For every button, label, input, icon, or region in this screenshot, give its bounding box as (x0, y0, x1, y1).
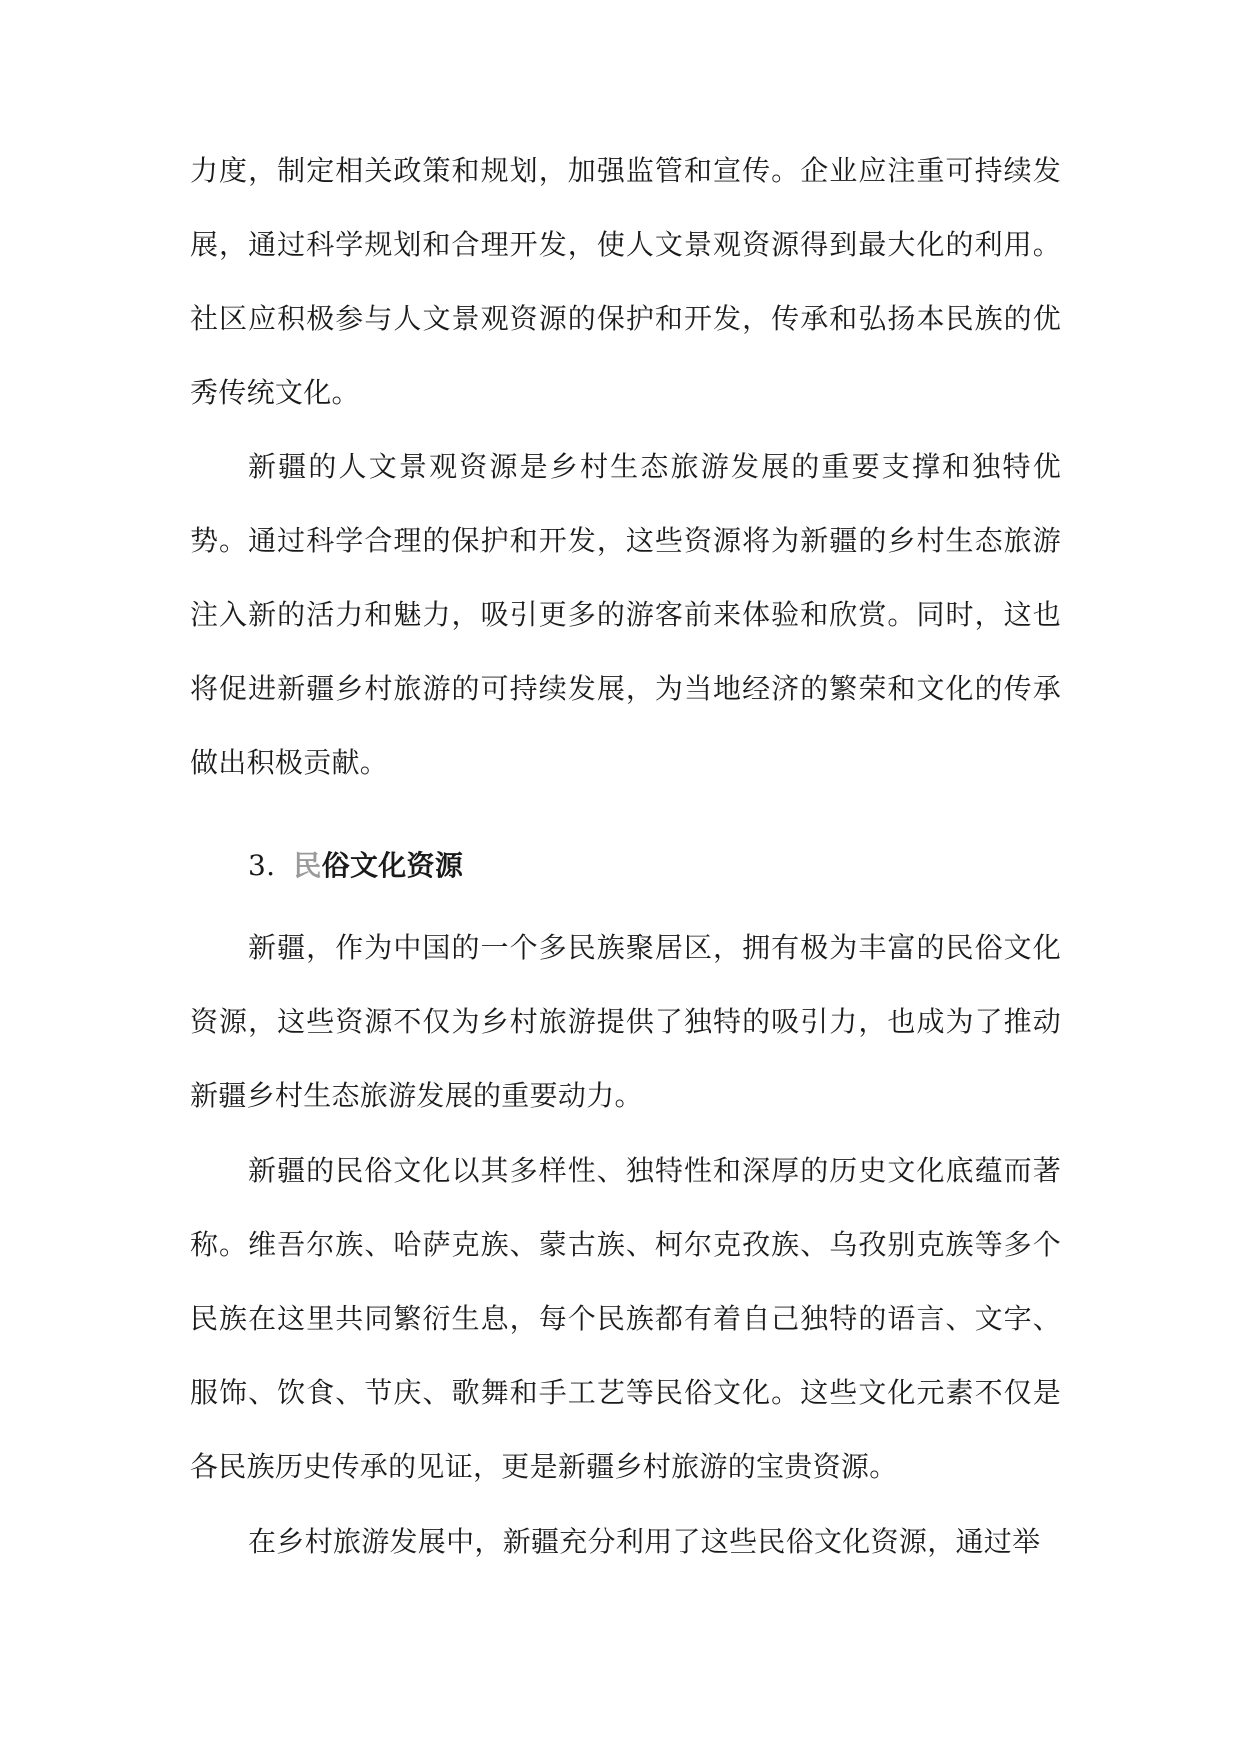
section-title-rest: 俗文化资源 (321, 849, 464, 882)
section-title-first-char: 民 (293, 849, 322, 882)
section-heading (248, 846, 463, 886)
paragraph-continued: 力度，制定相关政策和规划，加强监管和宣传。企业应注重可持续发展，通过科学规划和合理开发，使人文景观资源得到最大化的利用。社区应积极参与人文景观资源的保护和开发，传承和弘扬本民族的优秀传统文化。 (190, 154, 1061, 409)
paragraph-folk-intro: 新疆，作为中国的一个多民族聚居区，拥有极为丰富的民俗文化资源，这些资源不仅为乡村旅游提供了独特的吸引力，也成为了推动新疆乡村生态旅游发展的重要动力。 (190, 931, 1061, 1112)
paragraph-folk-usage: 在乡村旅游发展中，新疆充分利用了这些民俗文化资源，通过举 (248, 1525, 1041, 1558)
section-number: 3. (248, 849, 276, 882)
paragraph-folk-diversity: 新疆的民俗文化以其多样性、独特性和深厚的历史文化底蕴而著称。维吾尔族、哈萨克族、蒙古族、柯尔克孜族、乌孜别克族等多个民族在这里共同繁衍生息，每个民族都有着自己独特的语言、文字、服饰、饮食、节庆、歌舞和手工艺等民俗文化。这些文化元素不仅是各民族历史传承的见证，更是新疆乡村旅游的宝贵资源。 (190, 1154, 1061, 1483)
paragraph-humanities-summary: 新疆的人文景观资源是乡村生态旅游发展的重要支撑和独特优势。通过科学合理的保护和开发，这些资源将为新疆的乡村生态旅游注入新的活力和魅力，吸引更多的游客前来体验和欣赏。同时，这也将促进新疆乡村旅游的可持续发展，为当地经济的繁荣和文化的传承做出积极贡献。 (190, 450, 1061, 779)
